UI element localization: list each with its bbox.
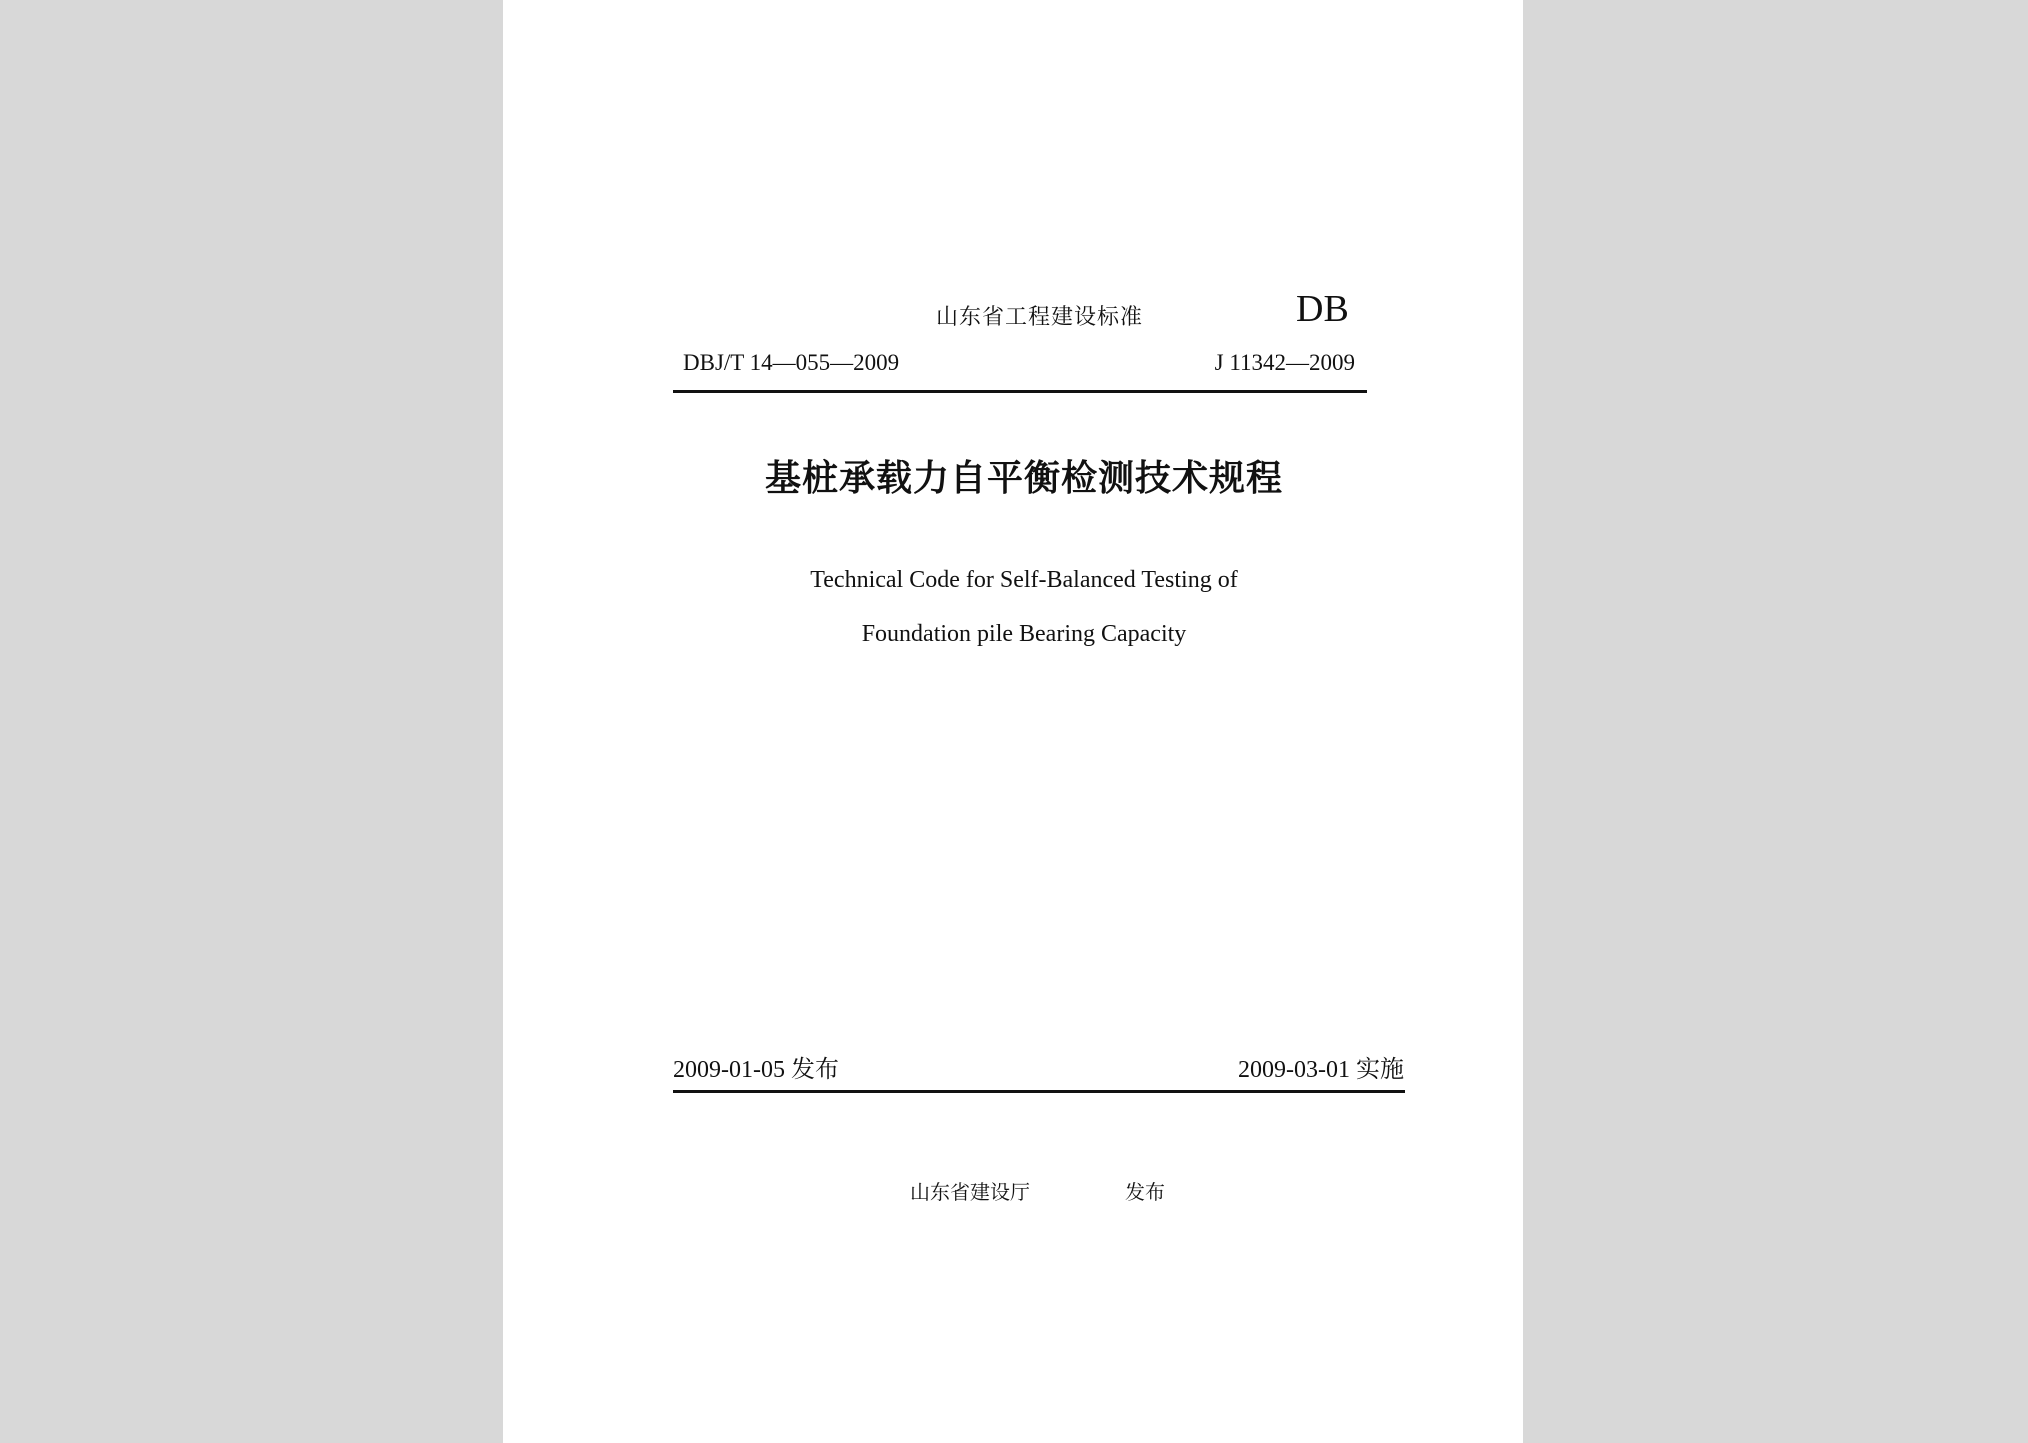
issuing-authority: 山东省建设厅 — [910, 1180, 1030, 1204]
document-title-cn: 基桩承载力自平衡检测技术规程 — [764, 458, 1283, 499]
footer-rule — [673, 1090, 1405, 1093]
publish-date: 2009-01-05 发布 — [673, 1057, 839, 1083]
issuing-action: 发布 — [1125, 1180, 1165, 1204]
standard-code: DBJ/T 14—055—2009 — [683, 350, 900, 375]
header-rule — [673, 390, 1367, 393]
implement-date: 2009-03-01 实施 — [1238, 1057, 1404, 1083]
document-page — [503, 0, 1523, 1443]
document-title-en-line-2: Foundation pile Bearing Capacity — [861, 621, 1187, 647]
standard-category-label: 山东省工程建设标准 — [936, 305, 1144, 330]
db-mark: DB — [1296, 288, 1349, 330]
registration-code: J 11342—2009 — [1214, 350, 1355, 375]
document-title-en-line-1: Technical Code for Self-Balanced Testing of — [810, 567, 1238, 593]
